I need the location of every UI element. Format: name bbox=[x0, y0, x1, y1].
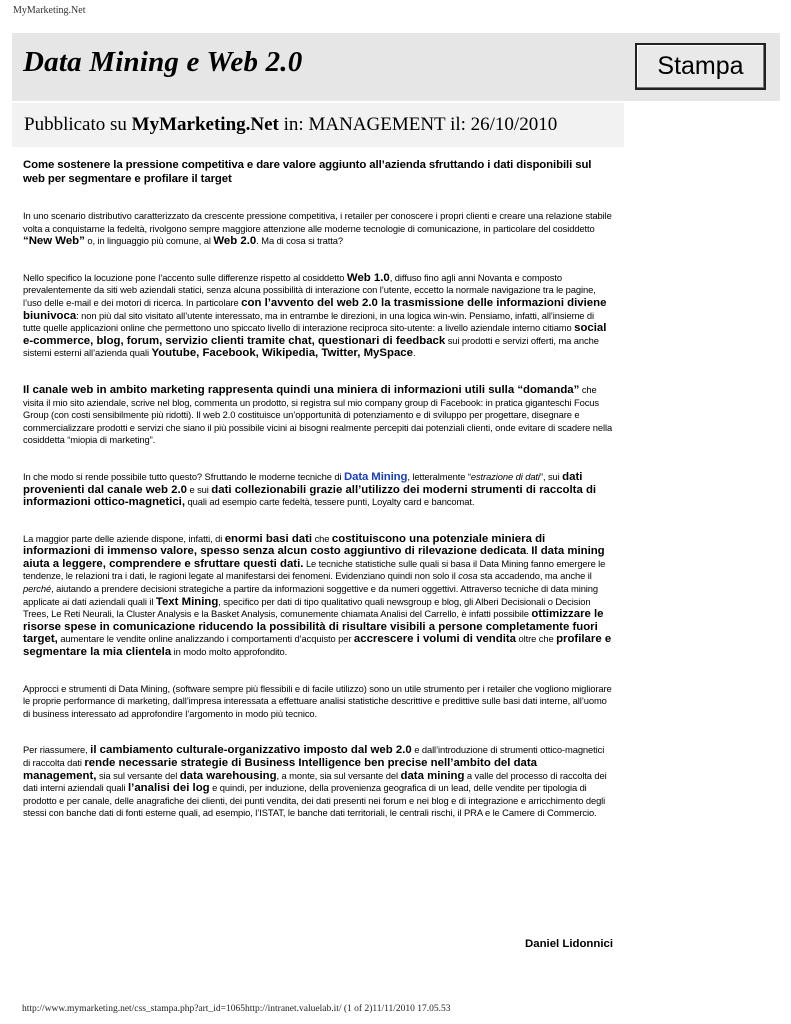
paragraph-6: Approcci e strumenti di Data Mining, (software sempre più flessibili e di facile utilizzo) sono un utile strumento per i retailer che vogliono migliorare le proprie performance di marketing, dall’impresa interessata a effettuare analisi statistiche descrittive e predittive sulle basi dati interne, all’uomo di business interessato ad approfondire l’argomento in modo più tecnico. bbox=[23, 682, 612, 719]
paragraph-1: In uno scenario distributivo caratterizzato da crescente pressione competitiva, i retailer per conoscere i propri clienti e creare una relazione stabile volta a conquistarne la fedeltà, rivolgono sempre maggiore attenzione alle moderne tecnologie di comunicazione, in particolare del cosiddetto “New Web” o, in linguaggio più comune, al Web 2.0. Ma di cosa si tratta? bbox=[23, 210, 612, 248]
paragraph-2: Nello specifico la locuzione pone l’accento sulle differenze rispetto al cosiddetto Web 1.0, diffuso fino agli anni Novanta e composto prevalentemente da siti web aziendali statici, senza alcuna possibilità di interazione con l’utente, eccetto la normale navigazione tra le pagine, l’uso delle e-mail e dei motori di ricerca. In particolare con l’avvento del web 2.0 la trasmissione delle informazioni diviene biunivoca: non più dal sito visitato all’utente interessato, ma in entrambe le direzioni, in una logica win-win. Pensiamo, infatti, all’insieme di tutte quelle applicazioni online che permettono uno spiccato livello di interazione reciproca sito-utente: a livello aziendale interno citiamo social e-commerce, blog, forum, servizio clienti tramite chat, questionari di feedback sui prodotti e servizi offerti, ma anche sistemi esterni all’azienda quali Youtube, Facebook, Wikipedia, Twitter, MySpace. bbox=[23, 271, 607, 360]
publication-category-date: in: MANAGEMENT il: 26/10/2010 bbox=[278, 114, 558, 135]
paragraph-3: Il canale web in ambito marketing rappresenta quindi una miniera di informazioni utili sulla “domanda” che visita il mio sito aziendale, scrive nel blog, commenta un prodotto, si registra sul mio company group di Facebook: in pratica giganteschi Focus Group (con costi sensibilmente più ridotti). Il web 2.0 costituisce un’opportunità di potenziamento e di sviluppo per progettare, disegnare e commercializzare prodotti e servizi che siano il più possibile vicini ai bisogni realmente percepiti dai potenziali clienti, onde evitare di scadere nella cosiddetta “miopia di marketing”. bbox=[23, 383, 613, 446]
article-body bbox=[23, 158, 613, 844]
paragraph-7: Per riassumere, il cambiamento culturale-organizzativo imposto dal web 2.0 e dall’introduzione di strumenti ottico-magnetici di raccolta dati rende necessarie strategie di Business Intelligence ben precise nell’ambito del data management, sia sul versante del data warehousing, a monte, sia sul versante del data mining a valle del processo di raccolta dei dati interni aziendali quali l’analisi dei log e quindi, per induzione, della provenienza geografica di un lead, delle vendite per tipologia di prodotto e per canale, delle anagrafiche dei clienti, dei punti vendita, dei dati presenti nei forum e nei blog e di integrazione e arricchimento degli stessi con banche dati di fonti esterne quali, ad esempio, l’ISTAT, le banche dati territoriali, le centrali rischi, il PRA e le Camere di Commercio. bbox=[23, 744, 607, 819]
print-button[interactable]: Stampa bbox=[635, 43, 766, 90]
page-title: Data Mining e Web 2.0 bbox=[23, 46, 303, 78]
paragraph-4: In che modo si rende possibile tutto questo? Sfruttando le moderne tecniche di Data Mining, letteralmente “estrazione di dati”, sui dati provenienti dal canale web 2.0 e sui dati collezionabili grazie all’utilizzo dei moderni strumenti di raccolta di informazioni ottico-magnetici, quali ad esempio carte fedeltà, tessere punti, Loyalty card e bancomat. bbox=[23, 470, 597, 509]
publication-site: MyMarketing.Net bbox=[131, 114, 279, 135]
paragraph-5: La maggior parte delle aziende dispone, infatti, di enormi basi dati che costituiscono una potenziale miniera di informazioni di immenso valore, spesso senza alcun costo aggiuntivo di rilevazione dedicata. Il data mining aiuta a leggere, comprendere e sfruttare questi dati. Le tecniche statistiche sulle quali si basa il Data Mining fanno emergere le tendenze, le relazioni tra i dati, le ragioni legate al manifestarsi dei fenomeni. Evidenziano quindi non solo il cosa sta accadendo, ma anche il perché, aiutando a prendere decisioni strategiche a partire da informazioni soggettive e da numeri oggettivi. Attraverso tecniche di data mining applicate ai dati aziendali quali il Text Mining, specifico per dati di tipo qualitativo quali newsgroup e blog, gli Alberi Decisionali o Decision Trees, Le Reti Neurali, la Cluster Analysis e la Basket Analysis, comunemente chiamata Analisi del Carrello, è infatti possibile ottimizzare le risorse spese in comunicazione riducendo la possibilità di risultare visibili a persone completamente fuori target, aumentare le vendite online analizzando i comportamenti d’acquisto per accrescere i volumi di vendita oltre che profilare e segmentare la mia clientela in modo molto approfondito. bbox=[23, 532, 612, 659]
print-footer-url: http://www.mymarketing.net/css_stampa.php?art_id=1065http://intranet.valuelab.it/ (1 of 2)11/11/2010 17.05.53 bbox=[22, 1004, 451, 1014]
site-name: MyMarketing.Net bbox=[13, 5, 86, 16]
article-lead: Come sostenere la pressione competitiva e dare valore aggiunto all’azienda sfruttando i dati disponibili sul web per segmentare e profilare il target bbox=[23, 159, 592, 185]
article-author: Daniel Lidonnici bbox=[525, 938, 613, 950]
publication-prefix: Pubblicato su bbox=[24, 114, 132, 135]
publication-info bbox=[24, 114, 557, 136]
data-mining-link[interactable]: Data Mining bbox=[343, 470, 408, 483]
